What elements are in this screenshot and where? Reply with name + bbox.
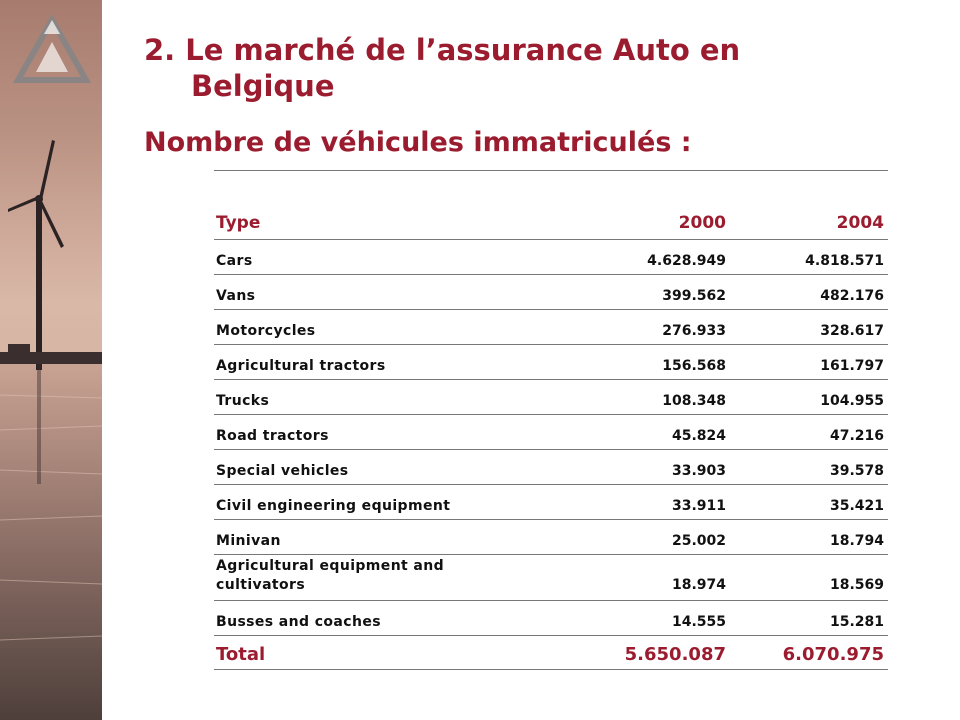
table-row <box>214 601 888 636</box>
header-2004: 2004 <box>730 203 888 240</box>
row-2000: 156.568 <box>504 345 730 380</box>
row-type: Busses and coaches <box>214 601 504 636</box>
row-2000: 25.002 <box>504 520 730 555</box>
table-row <box>214 380 888 415</box>
row-2004: 18.794 <box>730 520 888 555</box>
table-top-rule <box>214 170 888 171</box>
row-2004: 47.216 <box>730 415 888 450</box>
row-2000: 18.974 <box>504 555 730 601</box>
row-type: Civil engineering equipment <box>214 485 504 520</box>
slide-title <box>144 32 924 104</box>
row-2004: 15.281 <box>730 601 888 636</box>
table-row <box>214 415 888 450</box>
row-type: Motorcycles <box>214 310 504 345</box>
table-row <box>214 275 888 310</box>
total-label: Total <box>214 636 504 670</box>
side-photo <box>0 0 102 720</box>
row-2004: 328.617 <box>730 310 888 345</box>
row-type: Trucks <box>214 380 504 415</box>
table-header-row <box>214 203 888 240</box>
row-2000: 33.903 <box>504 450 730 485</box>
row-type: Special vehicles <box>214 450 504 485</box>
row-2004: 39.578 <box>730 450 888 485</box>
row-type: Agricultural equipment and cultivators <box>214 555 504 601</box>
vehicle-registrations-table <box>214 203 888 670</box>
row-2004: 482.176 <box>730 275 888 310</box>
header-2000: 2000 <box>504 203 730 240</box>
row-2000: 45.824 <box>504 415 730 450</box>
row-type: Vans <box>214 275 504 310</box>
row-2000: 108.348 <box>504 380 730 415</box>
row-type: Cars <box>214 240 504 275</box>
table-row <box>214 345 888 380</box>
row-2000: 276.933 <box>504 310 730 345</box>
row-type: Minivan <box>214 520 504 555</box>
table-row <box>214 450 888 485</box>
row-2000: 4.628.949 <box>504 240 730 275</box>
vehicle-table-container <box>214 170 888 670</box>
row-2000: 399.562 <box>504 275 730 310</box>
row-type: Road tractors <box>214 415 504 450</box>
triangle-logo-icon <box>12 14 92 94</box>
title-line2: Belgique <box>191 69 335 103</box>
table-row <box>214 555 888 601</box>
title-line1: 2. Le marché de l’assurance Auto en <box>144 33 741 67</box>
table-row <box>214 520 888 555</box>
table-row <box>214 485 888 520</box>
total-2000: 5.650.087 <box>504 636 730 670</box>
header-type: Type <box>214 203 504 240</box>
row-2004: 104.955 <box>730 380 888 415</box>
table-row <box>214 240 888 275</box>
total-2004: 6.070.975 <box>730 636 888 670</box>
slide-subtitle: Nombre de véhicules immatriculés : <box>144 127 692 158</box>
wind-turbine-photo <box>0 0 102 720</box>
table-row <box>214 310 888 345</box>
table-total-row <box>214 636 888 670</box>
row-2000: 14.555 <box>504 601 730 636</box>
row-type: Agricultural tractors <box>214 345 504 380</box>
row-2004: 161.797 <box>730 345 888 380</box>
row-2000: 33.911 <box>504 485 730 520</box>
row-2004: 4.818.571 <box>730 240 888 275</box>
row-2004: 18.569 <box>730 555 888 601</box>
row-2004: 35.421 <box>730 485 888 520</box>
